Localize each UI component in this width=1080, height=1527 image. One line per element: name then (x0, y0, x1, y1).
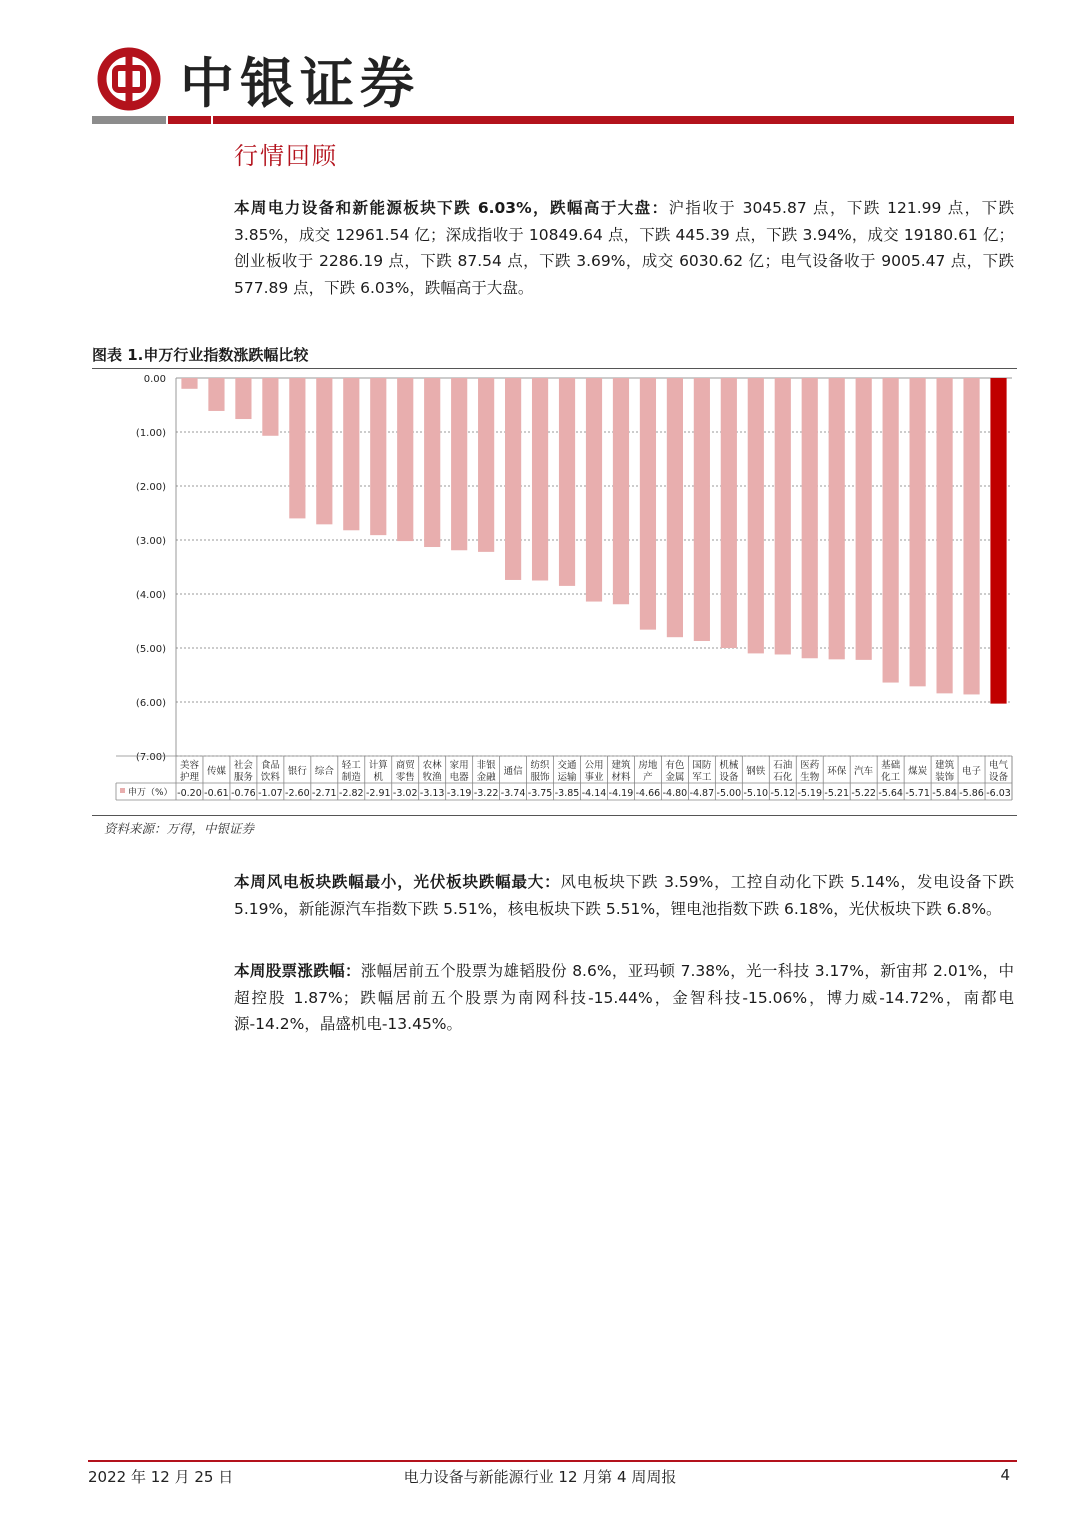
category-label: 银行 (287, 766, 307, 777)
category-label: 汽车 (854, 766, 874, 777)
paragraph-sector-performance (234, 869, 1014, 922)
category-label: 传媒 (206, 766, 226, 777)
category-label: 煤炭 (908, 766, 928, 777)
category-label: 电气 (989, 760, 1009, 771)
y-tick-label: (1.00) (135, 428, 166, 439)
value-label: -6.03 (986, 788, 1011, 799)
category-label: 牧渔 (422, 772, 442, 783)
page-number: 4 (1000, 1466, 1010, 1484)
category-label: 机 (373, 772, 384, 783)
bar (990, 378, 1006, 704)
value-label: -1.07 (258, 788, 283, 799)
bar (694, 378, 710, 641)
y-tick-label: (2.00) (135, 482, 166, 493)
category-label: 护理 (179, 772, 199, 783)
bar (963, 378, 979, 694)
report-date: 2022 年 12 月 25 日 (88, 1468, 234, 1486)
category-label: 电器 (449, 772, 469, 783)
industry-index-bar-chart (92, 369, 1017, 815)
footer-rule (88, 1460, 1017, 1462)
value-label: -2.71 (312, 788, 337, 799)
category-label: 零售 (395, 772, 415, 783)
category-label: 金属 (665, 772, 685, 783)
legend-series-name: 申万（%） (128, 788, 173, 798)
category-label: 商贸 (395, 760, 415, 771)
paragraph-stock-movers (234, 958, 1014, 1038)
value-label: -0.61 (204, 788, 229, 799)
category-label: 制造 (341, 772, 361, 783)
y-tick-label: (5.00) (135, 644, 166, 655)
y-tick-label: (7.00) (135, 752, 166, 763)
value-label: -4.80 (662, 788, 688, 799)
category-label: 材料 (611, 772, 631, 783)
paragraph-lead: 本周风电板块跌幅最小，光伏板块跌幅最大： (234, 873, 561, 891)
category-label: 钢铁 (746, 766, 766, 777)
value-label: -3.85 (554, 788, 580, 799)
y-tick-label: (6.00) (135, 698, 166, 709)
bar (721, 378, 737, 648)
y-tick-label: (3.00) (135, 536, 166, 547)
category-label: 饮料 (260, 772, 280, 783)
value-label: -5.10 (743, 788, 769, 799)
bar (802, 378, 818, 658)
value-label: -5.22 (851, 788, 876, 799)
category-label: 化工 (881, 772, 901, 783)
category-label: 纺织 (530, 760, 550, 771)
bar (748, 378, 764, 653)
paragraph-body: 涨幅居前五个股票为雄韬股份 8.6%，亚玛顿 7.38%，光一科技 3.17%，新宙邦 2.01%，中超控股 1.87%；跌幅居前五个股票为南网科技-15.44%，金智科技-15.06%，博力威-14.72%，南都电源-14.2%，晶盛机电-13.45%。 (234, 962, 1014, 1033)
category-label: 产 (643, 772, 653, 783)
value-label: -4.87 (689, 788, 715, 799)
bar (235, 378, 251, 419)
category-label: 设备 (719, 772, 739, 783)
bar (936, 378, 952, 693)
category-label: 机械 (719, 760, 739, 771)
bar (775, 378, 791, 654)
bar (316, 378, 332, 524)
paragraph-lead: 本周电力设备和新能源板块下跌 6.03%，跌幅高于大盘： (234, 199, 669, 217)
category-label: 综合 (314, 766, 334, 777)
category-label: 房地 (638, 760, 658, 771)
category-label: 建筑 (611, 760, 631, 771)
header-rule-grey (92, 116, 166, 124)
category-label: 非银 (476, 760, 496, 771)
value-label: -4.66 (635, 788, 661, 799)
value-label: -4.19 (608, 788, 634, 799)
bar (829, 378, 845, 659)
bar (910, 378, 926, 686)
value-label: -5.19 (797, 788, 823, 799)
category-label: 运输 (557, 772, 577, 783)
value-label: -5.84 (932, 788, 957, 799)
value-label: -3.74 (500, 788, 526, 799)
bar (370, 378, 386, 535)
category-label: 交通 (557, 760, 577, 771)
value-label: -3.02 (392, 788, 418, 799)
y-tick-label: 0.00 (143, 374, 166, 385)
y-tick-label: (4.00) (135, 590, 166, 601)
value-label: -3.19 (446, 788, 472, 799)
category-label: 事业 (584, 772, 604, 783)
category-label: 家用 (449, 760, 469, 771)
value-label: -3.13 (419, 788, 445, 799)
value-label: -5.12 (770, 788, 796, 799)
paragraph-body: 风电板块下跌 3.59%，工控自动化下跌 5.14%，发电设备下跌 5.19%，新能源汽车指数下跌 5.51%，核电板块下跌 5.51%，锂电池指数下跌 6.18%，光伏板块下跌 6.8%。 (234, 873, 1014, 918)
bar (532, 378, 548, 581)
section-title: 行情回顾 (234, 142, 338, 170)
category-label: 建筑 (935, 760, 955, 771)
paragraph-body: 沪指收于 3045.87 点，下跌 121.99 点，下跌 3.85%，成交 12961.54 亿；深成指收于 10849.64 点，下跌 445.39 点，下跌 3.94%，成交 19180.61 亿；创业板收于 2286.19 点，下跌 87.54 点，下跌 3.69%，成交 6030.62 亿；电气设备收于 9005.47 点，下跌 577.89 点，下跌 6.03%，跌幅高于大盘。 (234, 199, 1014, 297)
category-label: 医药 (800, 760, 820, 771)
header-rule-gap (211, 116, 213, 124)
bar (586, 378, 602, 602)
brand-header (96, 44, 420, 114)
category-label: 轻工 (341, 760, 361, 771)
value-label: -0.20 (177, 788, 202, 799)
value-label: -3.22 (473, 788, 499, 799)
value-label: -2.82 (338, 788, 364, 799)
value-label: -5.71 (905, 788, 930, 799)
category-label: 环保 (827, 766, 847, 777)
bar (613, 378, 629, 604)
category-label: 食品 (260, 760, 280, 771)
category-label: 国防 (692, 760, 712, 771)
paragraph-market-summary (234, 195, 1014, 301)
category-label: 石油 (773, 760, 793, 771)
category-label: 有色 (665, 760, 685, 771)
figure-source: 资料来源：万得，中银证券 (104, 821, 255, 836)
category-label: 通信 (503, 766, 523, 777)
bar (208, 378, 224, 411)
bar (478, 378, 494, 552)
bar (181, 378, 197, 389)
bar (451, 378, 467, 550)
value-label: -0.76 (231, 788, 256, 799)
brand-name: 中银证券 (180, 50, 420, 115)
category-label: 农林 (422, 760, 442, 771)
bar (559, 378, 575, 586)
bar (505, 378, 521, 580)
bank-of-china-logo-icon (96, 46, 162, 112)
figure-rule-bottom (92, 815, 1017, 816)
bar (397, 378, 413, 541)
figure-title: 图表 1.申万行业指数涨跌幅比较 (92, 346, 309, 364)
bar (856, 378, 872, 660)
category-label: 电子 (962, 766, 982, 777)
paragraph-lead: 本周股票涨跌幅： (234, 962, 361, 980)
category-label: 公用 (584, 760, 604, 771)
bar (667, 378, 683, 637)
value-label: -3.75 (527, 788, 553, 799)
value-label: -2.60 (285, 788, 310, 799)
category-label: 服务 (233, 772, 253, 783)
category-label: 生物 (800, 772, 820, 783)
category-label: 装饰 (935, 772, 955, 783)
value-label: -2.91 (365, 788, 391, 799)
category-label: 基础 (881, 760, 901, 771)
header-rule-red (168, 116, 1014, 124)
value-label: -4.14 (581, 788, 607, 799)
value-label: -5.86 (959, 788, 984, 799)
category-label: 计算 (368, 760, 388, 771)
report-title: 电力设备与新能源行业 12 月第 4 周周报 (403, 1468, 677, 1486)
bar (883, 378, 899, 683)
category-label: 军工 (692, 772, 712, 783)
category-label: 设备 (989, 772, 1009, 783)
value-label: -5.64 (878, 788, 903, 799)
category-label: 石化 (773, 772, 793, 783)
category-label: 金融 (476, 772, 496, 783)
bar (262, 378, 278, 436)
bar (289, 378, 305, 518)
category-label: 服饰 (530, 772, 550, 783)
bar (424, 378, 440, 547)
bar (343, 378, 359, 530)
bar (640, 378, 656, 630)
value-label: -5.00 (716, 788, 742, 799)
category-label: 社会 (233, 760, 253, 771)
legend-swatch (120, 788, 125, 793)
value-label: -5.21 (824, 788, 850, 799)
category-label: 美容 (179, 760, 199, 771)
